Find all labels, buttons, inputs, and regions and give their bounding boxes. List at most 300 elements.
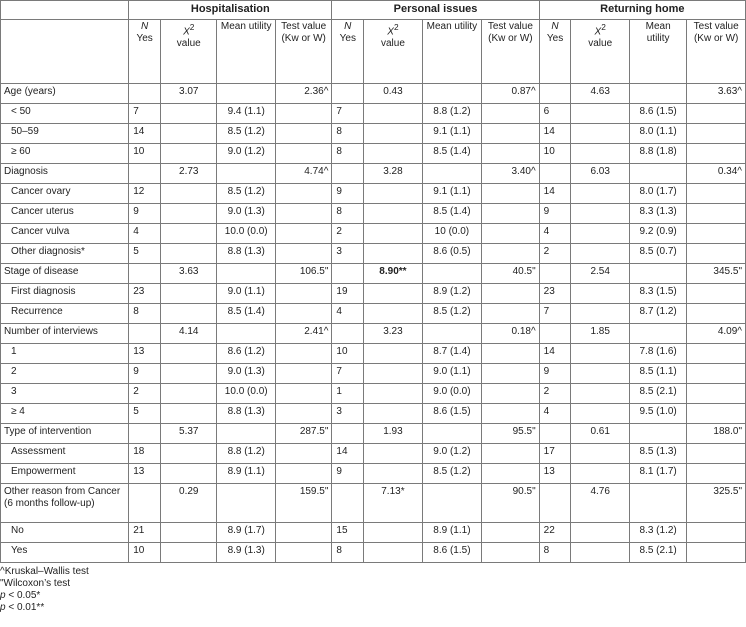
table-cell: 21 <box>129 523 161 543</box>
table-cell: 19 <box>332 284 364 304</box>
table-cell: 1.93 <box>364 424 422 444</box>
table-cell <box>364 404 422 424</box>
subheader-x2-value <box>571 20 629 84</box>
table-cell: 6 <box>539 104 571 124</box>
table-row <box>1 543 746 563</box>
table-cell: 9.4 (1.1) <box>217 104 275 124</box>
table-cell <box>364 204 422 224</box>
x-superscript: 2 <box>393 22 399 32</box>
table-cell <box>364 284 422 304</box>
table-cell <box>629 424 686 444</box>
table-cell <box>217 84 275 104</box>
footnotes <box>0 563 746 614</box>
table-cell: 8.0 (1.7) <box>629 184 686 204</box>
table-cell <box>364 184 422 204</box>
table-cell: 4 <box>332 304 364 324</box>
table-row <box>1 464 746 484</box>
n-symbol: N <box>141 21 149 32</box>
row-label: Age (years) <box>1 84 129 104</box>
table-cell: 7 <box>332 364 364 384</box>
table-cell: 9.2 (0.9) <box>629 224 686 244</box>
row-label: Cancer vulva <box>1 224 129 244</box>
table-cell <box>482 543 539 563</box>
table-cell <box>482 184 539 204</box>
table-cell <box>687 444 746 464</box>
table-cell <box>275 404 331 424</box>
table-cell: 8 <box>129 304 161 324</box>
table-cell: 4 <box>539 224 571 244</box>
table-cell <box>364 224 422 244</box>
yes-text: Yes <box>546 33 564 44</box>
table-cell <box>332 484 364 523</box>
subheader-row <box>1 20 746 84</box>
table-cell <box>571 104 629 124</box>
row-label: ≥ 4 <box>1 404 129 424</box>
row-label: Diagnosis <box>1 164 129 184</box>
table-cell: 8.5 (1.2) <box>422 464 482 484</box>
table-cell: 4.74^ <box>275 164 331 184</box>
table-cell <box>687 384 746 404</box>
table-cell: 4.09^ <box>687 324 746 344</box>
table-section-row <box>1 424 746 444</box>
table-cell: 0.18^ <box>482 324 539 344</box>
table-cell: 8 <box>332 204 364 224</box>
table-cell: 8.7 (1.2) <box>629 304 686 324</box>
table-cell: 9 <box>332 464 364 484</box>
table-cell <box>539 324 571 344</box>
table-cell <box>161 444 217 464</box>
table-cell <box>129 264 161 284</box>
table-cell <box>629 264 686 284</box>
table-section-row <box>1 164 746 184</box>
table-cell <box>161 344 217 364</box>
footnote-p-005 <box>0 590 746 602</box>
table-cell <box>687 144 746 164</box>
table-cell: 2.54 <box>571 264 629 284</box>
table-row <box>1 144 746 164</box>
table-cell: 22 <box>539 523 571 543</box>
table-cell <box>161 124 217 144</box>
table-cell <box>275 364 331 384</box>
subheader-n-yes <box>332 20 364 84</box>
table-cell <box>687 364 746 384</box>
corner-cell <box>1 1 129 20</box>
table-cell <box>364 464 422 484</box>
table-cell <box>687 124 746 144</box>
table-cell: 14 <box>539 184 571 204</box>
footnote-wilcoxon: "Wilcoxon’s test <box>0 578 71 589</box>
table-cell <box>364 384 422 404</box>
table-cell: 8.5 (1.2) <box>217 124 275 144</box>
table-cell: 8.8 (1.3) <box>217 404 275 424</box>
table-cell <box>364 523 422 543</box>
table-cell: 1.85 <box>571 324 629 344</box>
p-001-text: < 0.01** <box>5 602 45 613</box>
subheader-n-yes <box>129 20 161 84</box>
table-cell: 9.0 (1.1) <box>422 364 482 384</box>
table-cell: 106.5" <box>275 264 331 284</box>
table-cell: 8.5 (1.2) <box>217 184 275 204</box>
table-cell <box>161 224 217 244</box>
table-cell: 9.0 (1.3) <box>217 364 275 384</box>
subheader-test-value: Test value (Kw or W) <box>275 20 331 84</box>
table-cell: 3.63 <box>161 264 217 284</box>
row-label: Yes <box>1 543 129 563</box>
table-cell: 0.43 <box>364 84 422 104</box>
p-symbol: p <box>0 602 6 613</box>
row-label: Cancer uterus <box>1 204 129 224</box>
table-cell: 2 <box>129 384 161 404</box>
row-label: Number of interviews <box>1 324 129 344</box>
table-cell <box>482 384 539 404</box>
table-cell: 8.3 (1.5) <box>629 284 686 304</box>
table-cell: 2 <box>539 384 571 404</box>
table-cell <box>629 484 686 523</box>
table-cell <box>687 184 746 204</box>
table-cell <box>332 264 364 284</box>
table-cell: 4 <box>129 224 161 244</box>
table-cell <box>482 464 539 484</box>
table-cell <box>275 224 331 244</box>
table-cell <box>571 284 629 304</box>
table-cell <box>275 384 331 404</box>
table-cell <box>571 204 629 224</box>
table-cell: 10 (0.0) <box>422 224 482 244</box>
table-cell: 0.61 <box>571 424 629 444</box>
table-cell: 13 <box>539 464 571 484</box>
table-cell: 0.87^ <box>482 84 539 104</box>
table-cell: 9.5 (1.0) <box>629 404 686 424</box>
table-cell: 7 <box>129 104 161 124</box>
table-cell <box>571 364 629 384</box>
table-cell <box>275 244 331 264</box>
table-cell: 14 <box>539 124 571 144</box>
table-cell <box>332 424 364 444</box>
table-cell: 8.8 (1.8) <box>629 144 686 164</box>
table-cell: 3.28 <box>364 164 422 184</box>
table-cell: 4.14 <box>161 324 217 344</box>
table-section-row <box>1 324 746 344</box>
table-cell: 8 <box>332 124 364 144</box>
table-cell <box>217 264 275 284</box>
table-cell <box>571 384 629 404</box>
value-text: value <box>380 38 405 50</box>
table-cell: 9 <box>539 204 571 224</box>
table-cell <box>422 424 482 444</box>
table-cell <box>571 144 629 164</box>
table-cell <box>364 144 422 164</box>
table-cell: 95.5" <box>482 424 539 444</box>
table-cell: 9 <box>332 184 364 204</box>
table-cell <box>275 124 331 144</box>
table-cell <box>161 304 217 324</box>
table-cell <box>571 404 629 424</box>
table-cell: 10 <box>129 144 161 164</box>
table-cell: 7 <box>332 104 364 124</box>
table-cell: 9.0 (1.3) <box>217 204 275 224</box>
p-symbol: p <box>0 590 6 601</box>
table-cell <box>364 244 422 264</box>
table-cell <box>687 464 746 484</box>
table-cell <box>482 344 539 364</box>
table-cell <box>217 164 275 184</box>
table-cell: 10 <box>332 344 364 364</box>
table-cell <box>161 384 217 404</box>
table-section-row <box>1 264 746 284</box>
table-row <box>1 344 746 364</box>
table-cell <box>687 543 746 563</box>
table-cell <box>571 523 629 543</box>
table-cell <box>364 344 422 364</box>
table-cell <box>332 164 364 184</box>
table-cell <box>161 144 217 164</box>
table-cell: 8.9 (1.3) <box>217 543 275 563</box>
table-cell <box>482 284 539 304</box>
table-section-row <box>1 84 746 104</box>
table-cell: 8.8 (1.3) <box>217 244 275 264</box>
subheader-test-value: Test value (Kw or W) <box>687 20 746 84</box>
table-cell <box>161 284 217 304</box>
table-cell: 9 <box>129 364 161 384</box>
table-cell <box>571 444 629 464</box>
table-cell <box>422 324 482 344</box>
table-cell: 3 <box>332 404 364 424</box>
table-cell <box>539 164 571 184</box>
table-cell <box>129 164 161 184</box>
table-cell <box>217 484 275 523</box>
subheader-empty <box>1 20 129 84</box>
table-row <box>1 284 746 304</box>
table-cell <box>275 204 331 224</box>
table-cell: 8.90** <box>364 264 422 284</box>
table-cell <box>422 484 482 523</box>
table-cell: 2.73 <box>161 164 217 184</box>
table-cell: 8.9 (1.2) <box>422 284 482 304</box>
table-cell <box>217 324 275 344</box>
table-cell: 1 <box>332 384 364 404</box>
table-cell: 7.8 (1.6) <box>629 344 686 364</box>
table-cell <box>687 404 746 424</box>
table-cell <box>332 324 364 344</box>
table-cell: 8.9 (1.1) <box>217 464 275 484</box>
table-cell <box>161 543 217 563</box>
table-cell: 17 <box>539 444 571 464</box>
table-cell <box>571 224 629 244</box>
table-cell <box>482 304 539 324</box>
table-cell: 9.0 (1.2) <box>422 444 482 464</box>
table-row <box>1 184 746 204</box>
table-cell <box>275 304 331 324</box>
table-cell <box>161 184 217 204</box>
subheader-n-yes <box>539 20 571 84</box>
table-cell: 9.1 (1.1) <box>422 184 482 204</box>
table-cell <box>364 124 422 144</box>
table-cell: 287.5" <box>275 424 331 444</box>
table-cell <box>161 364 217 384</box>
table-cell <box>482 444 539 464</box>
table-cell: 8.3 (1.2) <box>629 523 686 543</box>
table-cell: 14 <box>539 344 571 364</box>
x-symbol: X <box>387 26 394 38</box>
table-cell: 3.07 <box>161 84 217 104</box>
table-cell: 8.1 (1.7) <box>629 464 686 484</box>
table-cell <box>687 284 746 304</box>
table-cell: 8.5 (2.1) <box>629 384 686 404</box>
row-label: 2 <box>1 364 129 384</box>
table-cell: 6.03 <box>571 164 629 184</box>
table-cell: 0.34^ <box>687 164 746 184</box>
table-cell <box>161 244 217 264</box>
table-cell: 8.8 (1.2) <box>422 104 482 124</box>
group-hospitalisation: Hospitalisation <box>129 1 332 20</box>
table-cell: 9.0 (0.0) <box>422 384 482 404</box>
table-cell <box>687 104 746 124</box>
subheader-mean-utility: Mean utility <box>422 20 482 84</box>
table-cell <box>571 464 629 484</box>
yes-text: Yes <box>136 33 153 44</box>
row-label: No <box>1 523 129 543</box>
table-cell: 9.1 (1.1) <box>422 124 482 144</box>
table-cell <box>482 364 539 384</box>
row-label: Cancer ovary <box>1 184 129 204</box>
table-cell: 13 <box>129 344 161 364</box>
table-cell <box>539 424 571 444</box>
table-cell: 4 <box>539 404 571 424</box>
x-superscript: 2 <box>601 22 606 32</box>
table-row <box>1 523 746 543</box>
table-cell <box>275 184 331 204</box>
subheader-mean-utility: Mean utility <box>629 20 686 84</box>
table-cell: 2.41^ <box>275 324 331 344</box>
table-cell: 10 <box>129 543 161 563</box>
table-cell <box>482 144 539 164</box>
table-cell <box>629 324 686 344</box>
table-cell: 2 <box>332 224 364 244</box>
group-header-row <box>1 1 746 20</box>
table-cell <box>275 104 331 124</box>
table-cell: 0.29 <box>161 484 217 523</box>
table-cell <box>687 344 746 364</box>
table-cell <box>422 264 482 284</box>
table-cell <box>687 523 746 543</box>
table-cell <box>364 364 422 384</box>
table-cell <box>161 404 217 424</box>
table-row <box>1 364 746 384</box>
table-cell <box>571 184 629 204</box>
table-cell <box>629 164 686 184</box>
table-cell: 8 <box>332 543 364 563</box>
table-cell: 8.7 (1.4) <box>422 344 482 364</box>
row-label: First diagnosis <box>1 284 129 304</box>
table-cell <box>129 324 161 344</box>
table-cell: 8.6 (1.5) <box>422 404 482 424</box>
table-cell: 9 <box>539 364 571 384</box>
row-label: Type of intervention <box>1 424 129 444</box>
table-cell: 8.8 (1.2) <box>217 444 275 464</box>
table-cell <box>217 424 275 444</box>
table-cell <box>364 444 422 464</box>
table-cell: 13 <box>129 464 161 484</box>
x-superscript: 2 <box>189 22 195 32</box>
value-text: value <box>588 38 613 50</box>
row-label: Recurrence <box>1 304 129 324</box>
table-cell: 8.6 (1.5) <box>422 543 482 563</box>
table-cell <box>332 84 364 104</box>
table-cell: 7.13* <box>364 484 422 523</box>
table-row <box>1 304 746 324</box>
table-cell: 3 <box>332 244 364 264</box>
row-label: ≥ 60 <box>1 144 129 164</box>
table-cell <box>687 304 746 324</box>
table-cell: 5 <box>129 404 161 424</box>
table-cell: 90.5" <box>482 484 539 523</box>
table-cell <box>539 84 571 104</box>
table-cell: 2.36^ <box>275 84 331 104</box>
table-cell: 9 <box>129 204 161 224</box>
row-label: 1 <box>1 344 129 364</box>
table-cell: 8.6 (1.5) <box>629 104 686 124</box>
table-cell <box>571 344 629 364</box>
table-cell <box>422 164 482 184</box>
table-cell: 8.9 (1.7) <box>217 523 275 543</box>
table-cell: 23 <box>539 284 571 304</box>
table-cell <box>687 204 746 224</box>
table-cell <box>161 523 217 543</box>
row-label: 50–59 <box>1 124 129 144</box>
table-cell: 9.0 (1.2) <box>217 144 275 164</box>
x-symbol: X <box>594 26 602 38</box>
table-cell: 14 <box>129 124 161 144</box>
table-cell <box>687 244 746 264</box>
table-cell: 8.5 (1.4) <box>422 204 482 224</box>
table-cell <box>539 264 571 284</box>
table-cell <box>364 104 422 124</box>
table-cell: 8.6 (1.2) <box>217 344 275 364</box>
table-cell <box>482 224 539 244</box>
row-label: Empowerment <box>1 464 129 484</box>
table-cell: 8.5 (1.2) <box>422 304 482 324</box>
table-cell <box>161 204 217 224</box>
row-label: < 50 <box>1 104 129 124</box>
table-cell: 8.5 (0.7) <box>629 244 686 264</box>
table-cell <box>129 484 161 523</box>
subheader-mean-utility: Mean utility <box>217 20 275 84</box>
table-cell <box>482 404 539 424</box>
table-cell: 8 <box>332 144 364 164</box>
row-label: 3 <box>1 384 129 404</box>
table-cell: 40.5" <box>482 264 539 284</box>
table-cell <box>275 543 331 563</box>
table-cell <box>482 523 539 543</box>
table-cell: 23 <box>129 284 161 304</box>
table-cell <box>275 344 331 364</box>
table-cell: 3.23 <box>364 324 422 344</box>
table-cell <box>161 104 217 124</box>
table-cell: 3.63^ <box>687 84 746 104</box>
table-cell <box>275 444 331 464</box>
table-cell <box>629 84 686 104</box>
table-cell <box>275 144 331 164</box>
table-section-row <box>1 484 746 523</box>
table-cell: 345.5" <box>687 264 746 284</box>
table-cell: 10 <box>539 144 571 164</box>
table-cell: 8.6 (0.5) <box>422 244 482 264</box>
table-cell: 9.0 (1.1) <box>217 284 275 304</box>
yes-text: Yes <box>339 33 356 44</box>
group-returning-home: Returning home <box>539 1 745 20</box>
table-cell <box>275 523 331 543</box>
table-row <box>1 384 746 404</box>
